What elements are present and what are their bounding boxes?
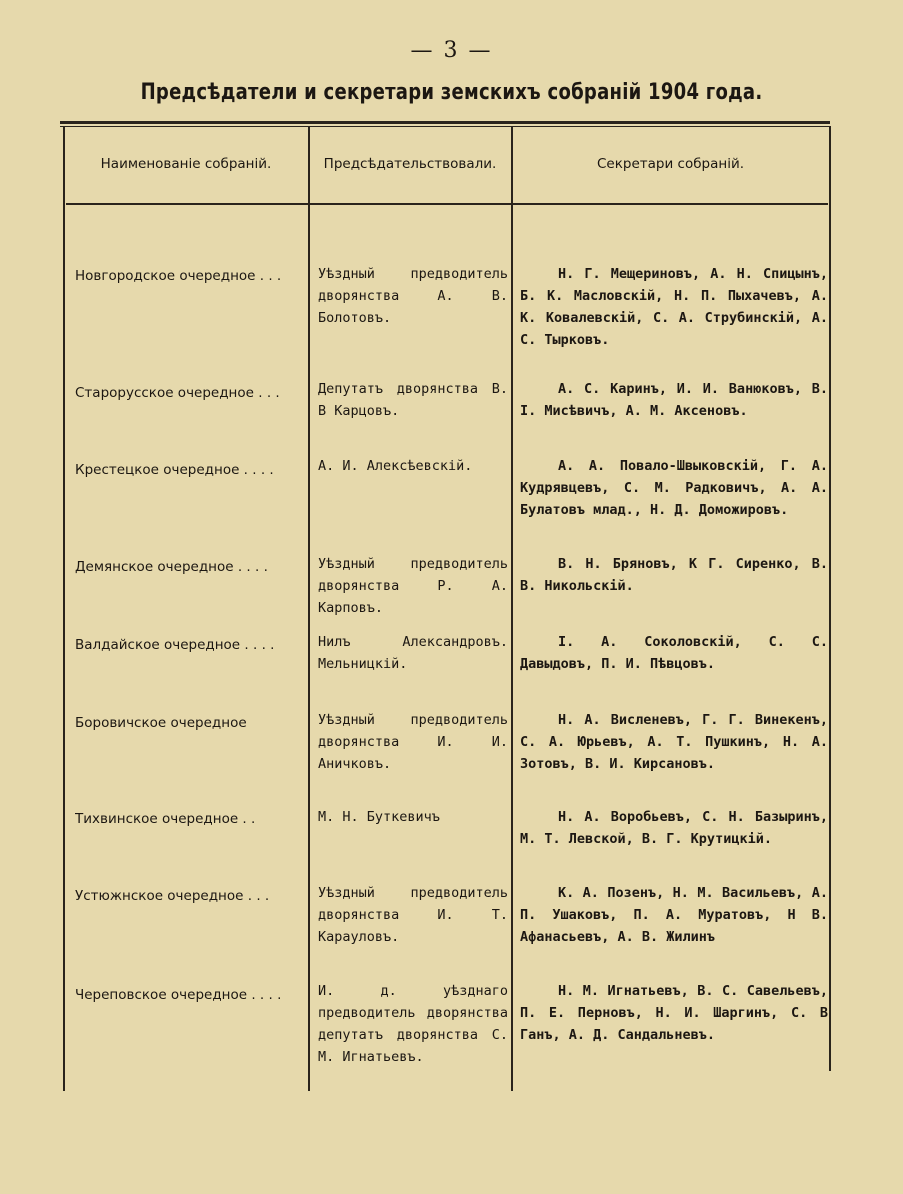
column-divider-2	[511, 126, 513, 1091]
assembly-name: Тихвинское очередное . .	[75, 811, 256, 827]
assembly-name: Старорусское очередное . . .	[75, 385, 280, 401]
header-secretaries: Секретари собраній.	[596, 156, 745, 172]
header-chair: Предсѣдательствовали.	[323, 156, 497, 172]
secretaries: І. А. Соколовскій, С. С. Давыдовъ, П. И. Пѣвцовъ.	[520, 634, 828, 672]
assembly-name: Боровичское очередное	[75, 715, 247, 731]
secretaries: А. А. Повало-Швыковскій, Г. А. Кудрявцевъ, С. М. Радковичъ, А. А. Булатовъ млад., Н. Д. Доможировъ.	[520, 458, 828, 518]
secretaries: Н. Г. Мещериновъ, А. Н. Спицынъ, Б. К. Масловскій, Н. П. Пыхачевъ, А. К. Ковалевскій, С. А. Струбинскій, А. С. Тырковъ.	[520, 266, 828, 348]
assembly-name: Крестецкое очередное . . . .	[75, 462, 274, 478]
secretaries: Н. А. Воробьевъ, С. Н. Базыринъ, М. Т. Левской, В. Г. Крутицкій.	[520, 809, 828, 847]
secretaries: А. С. Каринъ, И. И. Ванюковъ, В. I. Мисѣвичъ, А. М. Аксеновъ.	[520, 381, 828, 419]
chairman: М. Н. Буткевичъ	[318, 809, 440, 825]
chairman: Нилъ Александровъ. Мельницкій.	[318, 634, 508, 672]
secretaries: К. А. Позенъ, Н. М. Васильевъ, А. П. Ушаковъ, П. А. Муратовъ, Н В. Афанасьевъ, А. В. Жилинъ	[520, 885, 828, 945]
assembly-name: Валдайское очередное . . . .	[75, 637, 275, 653]
table-right-border	[829, 126, 831, 1071]
header-name: Наименованіе собраній.	[100, 156, 272, 172]
chairman: Уѣздный предводитель дворянства А. В. Болотовъ.	[318, 266, 508, 326]
assembly-name: Устюжнское очередное . . .	[75, 888, 270, 904]
secretaries: Н. М. Игнатьевъ, В. С. Савельевъ, П. Е. Перновъ, Н. И. Шаргинъ, С. В Ганъ, А. Д. Сандальневъ.	[520, 983, 828, 1043]
chairman: И. д. уѣзднаго предводитель дворянства депутатъ дворянства С. М. Игнатьевъ.	[318, 983, 508, 1065]
table-top-rule	[60, 121, 830, 124]
column-divider-1	[308, 126, 310, 1091]
chairman: Депутатъ дворянства В. В Карцовъ.	[318, 381, 508, 419]
chairman: Уѣздный предводитель дворянства И. И. Аничковъ.	[318, 712, 508, 772]
page-number: — 3 —	[410, 38, 493, 63]
assembly-name: Демянское очередное . . . .	[75, 559, 268, 575]
chairman: Уѣздный предводитель дворянства И. Т. Карауловъ.	[318, 885, 508, 945]
assembly-name: Новгородское очередное . . .	[75, 268, 282, 284]
table-top-rule-thin	[60, 126, 830, 127]
page-title: Предсѣдатели и секретари земскихъ собраній 1904 года.	[140, 80, 763, 105]
table-left-border	[63, 126, 65, 1091]
chairman: Уѣздный предводитель дворянства Р. А. Карповъ.	[318, 556, 508, 616]
chairman: А. И. Алексѣевскій.	[318, 458, 473, 474]
secretaries: Н. А. Висленевъ, Г. Г. Винекенъ, С. А. Юрьевъ, А. Т. Пушкинъ, Н. А. Зотовъ, В. И. Кирсановъ.	[520, 712, 828, 772]
secretaries: В. Н. Бряновъ, К Г. Сиренко, В. В. Никольскій.	[520, 556, 828, 594]
header-divider	[66, 203, 828, 205]
assembly-name: Череповское очередное . . . .	[75, 987, 282, 1003]
